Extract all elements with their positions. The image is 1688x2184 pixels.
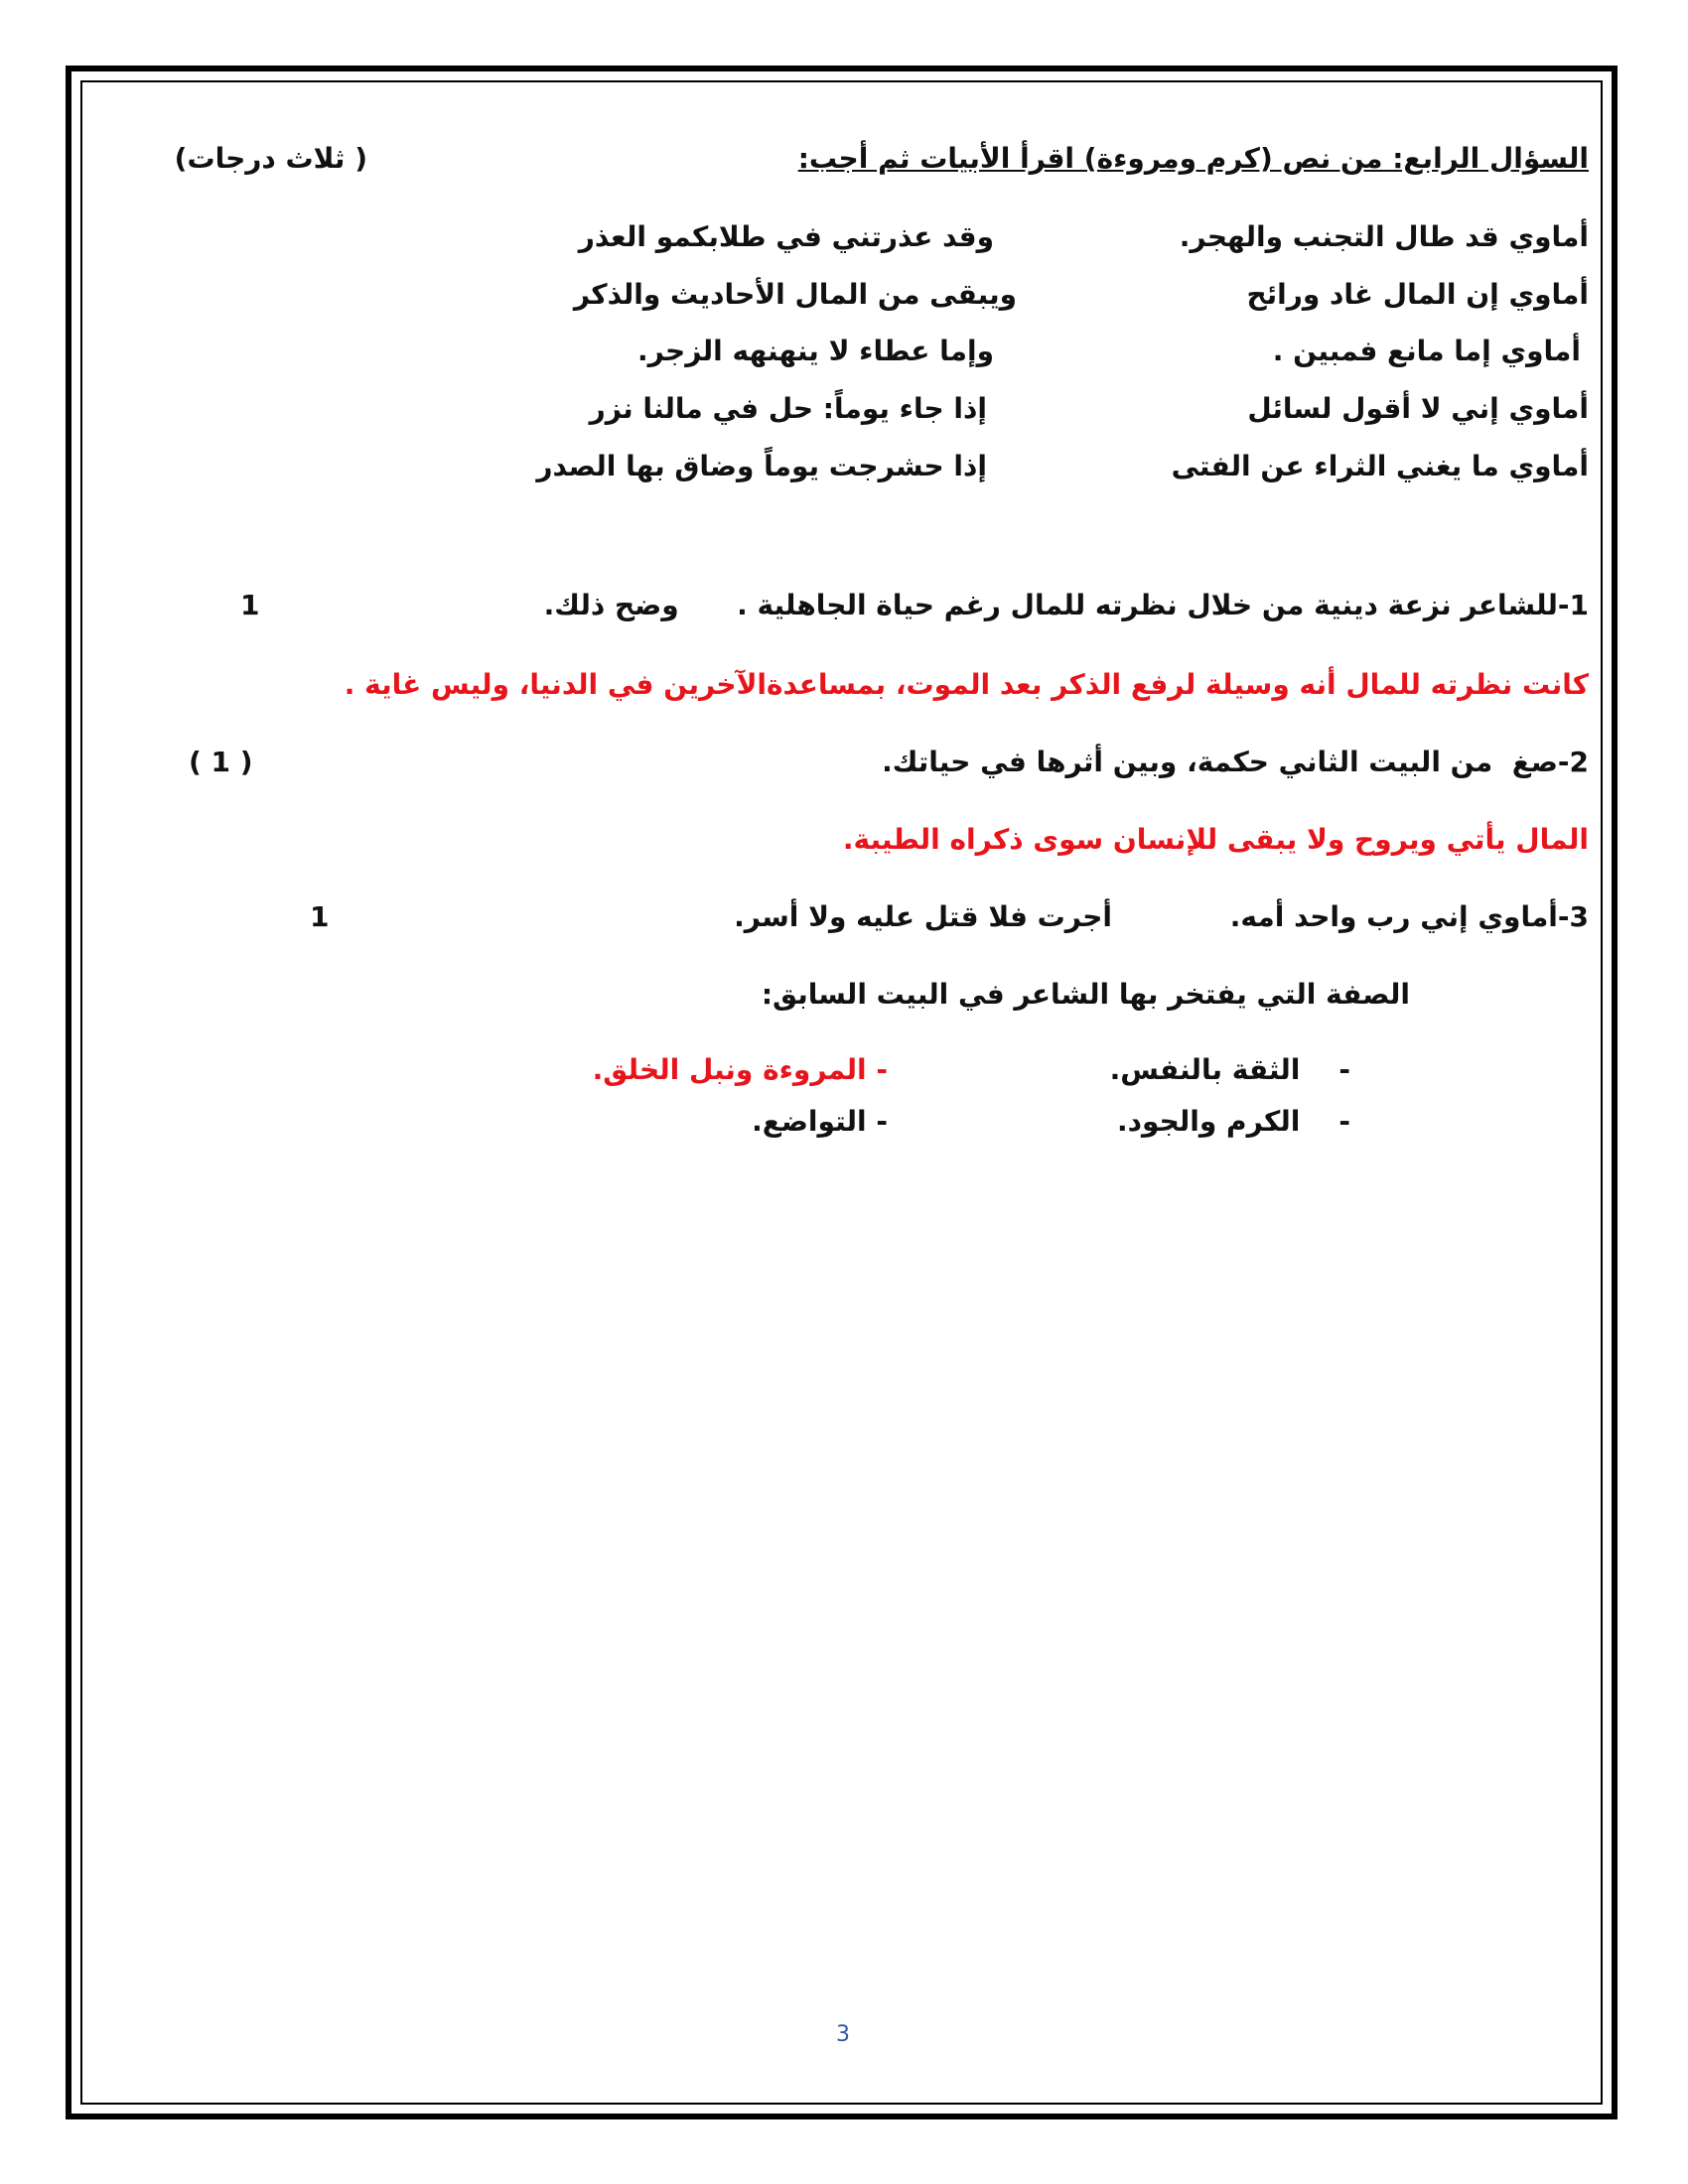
q2-mark: ( 1 )	[189, 746, 253, 778]
q3-mark: 1	[310, 900, 330, 933]
verse-1-second: وقد عذرتني في طلابكمو العذر	[578, 220, 994, 253]
q3-option-2-correct: - المروءة ونبل الخلق.	[592, 1053, 888, 1086]
page-number: 3	[836, 2022, 850, 2047]
q1-text: 1-للشاعر نزعة دينية من خلال نظرته للمال رغم حياة الجاهلية . وضح ذلك.	[543, 589, 1589, 621]
q2-answer: المال يأتي ويروح ولا يبقى للإنسان سوى ذكراه الطيبة.	[842, 823, 1589, 856]
verse-5-first: أماوي ما يغني الثراء عن الفتى	[1171, 450, 1589, 482]
verse-4-first: أماوي إني لا أقول لسائل	[1247, 392, 1589, 425]
verse-5-second: إذا حشرجت يوماً وضاق بها الصدر	[536, 450, 987, 482]
verse-3-first: أماوي إما مانع فمبين .	[1272, 335, 1581, 367]
question-marks: ( ثلاث درجات)	[174, 142, 367, 175]
verse-4-second: إذا جاء يوماً: حل في مالنا نزر	[589, 392, 987, 425]
page-border-inner	[80, 80, 1603, 2105]
q3-option-4: - التواضع.	[752, 1105, 888, 1138]
verse-2-second: ويبقى من المال الأحاديث والذكر	[573, 278, 1017, 311]
q1-mark: 1	[240, 589, 260, 621]
q2-text: 2-صغ من البيت الثاني حكمة، وبين أثرها في حياتك.	[882, 746, 1589, 778]
q3-option-1: - الثقة بالنفس.	[1109, 1053, 1350, 1086]
verse-2-first: أماوي إن المال غاد ورائح	[1246, 278, 1589, 311]
q3-prompt: الصفة التي يفتخر بها الشاعر في البيت السابق:	[761, 978, 1410, 1011]
q3-option-3: - الكرم والجود.	[1117, 1105, 1350, 1138]
q1-answer: كانت نظرته للمال أنه وسيلة لرفع الذكر بعد الموت، بمساعدةالآخرين في الدنيا، وليس غاية .	[344, 668, 1589, 701]
verse-3-second: وإما عطاء لا ينهنهه الزجر.	[636, 335, 994, 367]
verse-1-first: أماوي قد طال التجنب والهجر.	[1179, 220, 1589, 253]
q3-verse-second: أجرت فلا قتل عليه ولا أسر.	[734, 900, 1112, 933]
q3-verse-first: 3-أماوي إني رب واحد أمه.	[1229, 900, 1589, 933]
question-title: السؤال الرابع: من نص (كرم ومروءة) اقرأ الأبيات ثم أجب:	[797, 142, 1589, 175]
